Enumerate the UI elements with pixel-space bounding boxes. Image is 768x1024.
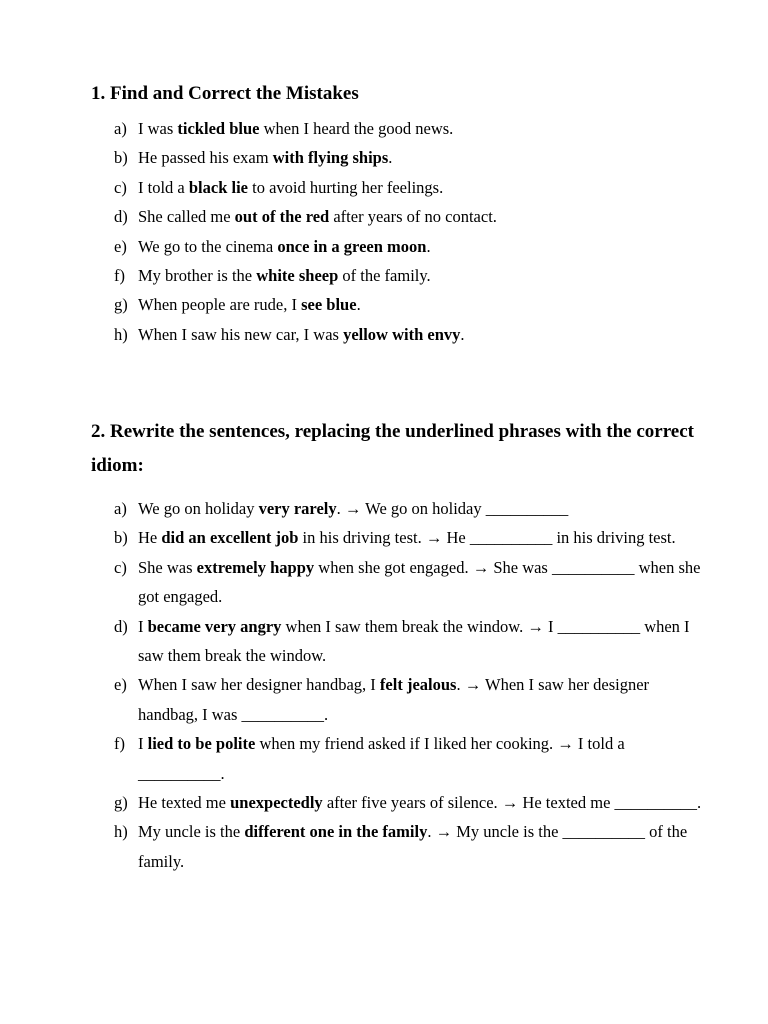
item-text: My brother is the [138, 266, 257, 286]
item-phrase: different one in the family [244, 822, 428, 842]
item-letter: g) [114, 295, 128, 315]
item-text: When people are rude, I [138, 295, 302, 315]
item-text: I told a [138, 177, 189, 197]
item-letter: a) [114, 499, 127, 518]
item-letter: d) [114, 207, 128, 227]
list-item [0, 612, 713, 671]
item-text: . → We go on holiday __________ [336, 499, 569, 518]
item-text: We go on holiday [138, 499, 259, 518]
item-letter: a) [114, 119, 127, 138]
item-text: when my friend asked if I liked her cooking. → I told a __________. [138, 734, 625, 783]
item-phrase: black lie [188, 177, 249, 197]
item-text: . [426, 236, 431, 256]
item-phrase: tickled blue [177, 119, 260, 138]
list-item [0, 202, 713, 231]
list-item [0, 494, 713, 523]
item-text: when I heard the good news. [259, 119, 454, 138]
item-letter: d) [114, 616, 128, 636]
item-letter: f) [114, 266, 125, 286]
item-text: He [138, 528, 162, 548]
item-text: . [460, 324, 465, 344]
list-item [0, 173, 713, 202]
item-text: When I saw his new car, I was [138, 324, 344, 344]
item-phrase: yellow with envy [343, 324, 461, 344]
item-phrase: unexpectedly [230, 793, 323, 813]
list-item [0, 261, 713, 290]
item-phrase: very rarely [258, 499, 337, 518]
item-phrase: lied to be polite [147, 734, 256, 754]
item-letter: c) [114, 177, 127, 197]
list-item [0, 729, 713, 788]
item-phrase: did an excellent job [161, 528, 299, 548]
item-text: when she got engaged. → She was __________ when she got engaged. [138, 557, 701, 607]
item-text: . [356, 295, 361, 315]
item-phrase: white sheep [256, 266, 339, 286]
list-item [0, 817, 713, 876]
item-letter: g) [114, 793, 128, 813]
item-text: of the family. [338, 266, 431, 286]
item-phrase: felt jealous [379, 675, 457, 695]
item-text: . [388, 148, 393, 168]
list-item [0, 114, 713, 143]
section1-title: 1. Find and Correct the Mistakes [91, 83, 359, 104]
item-text: . → When I saw her designer handbag, I was __________. [138, 675, 650, 724]
list-item [0, 788, 713, 817]
item-letter: e) [114, 675, 127, 695]
item-phrase: once in a green moon [277, 236, 427, 256]
item-letter: b) [114, 148, 128, 168]
item-text: to avoid hurting her feelings. [248, 177, 444, 197]
item-text: . → My uncle is the __________ of the family. [138, 822, 688, 871]
item-text: in his driving test. → He __________ in his driving test. [298, 528, 676, 548]
item-letter: h) [114, 324, 128, 344]
item-text: She called me [138, 207, 235, 227]
item-text: I [138, 616, 148, 636]
item-letter: e) [114, 236, 127, 256]
item-letter: h) [114, 822, 128, 842]
item-letter: b) [114, 528, 128, 548]
item-text: when I saw them break the window. → I __________ when I saw them break the window. [138, 616, 690, 666]
item-text: My uncle is the [138, 822, 245, 842]
list-item [0, 320, 713, 349]
item-phrase: became very angry [147, 616, 282, 636]
item-phrase: with flying ships [272, 148, 389, 168]
item-text: He texted me [138, 793, 231, 813]
list-item [0, 232, 713, 261]
item-phrase: extremely happy [196, 557, 315, 577]
list-item [0, 143, 713, 172]
item-text: I was [138, 119, 178, 138]
item-letter: f) [114, 734, 125, 754]
item-text: after years of no contact. [329, 207, 497, 227]
section1-list [0, 114, 713, 349]
list-item [0, 670, 713, 729]
item-text: She was [138, 557, 197, 577]
list-item [0, 290, 713, 319]
item-phrase: see blue [301, 295, 357, 315]
item-text: after five years of silence. → He texted me __________. [322, 793, 702, 813]
section2-list [0, 494, 713, 876]
item-text: I [138, 734, 148, 754]
list-item [0, 523, 713, 552]
section2-title: 2. Rewrite the sentences, replacing the underlined phrases with the correct idiom: [91, 421, 694, 476]
item-text: He passed his exam [138, 148, 273, 168]
list-item [0, 553, 713, 612]
item-text: We go to the cinema [138, 236, 278, 256]
item-phrase: out of the red [234, 207, 330, 227]
item-text: When I saw her designer handbag, I [138, 675, 380, 695]
item-letter: c) [114, 557, 127, 577]
